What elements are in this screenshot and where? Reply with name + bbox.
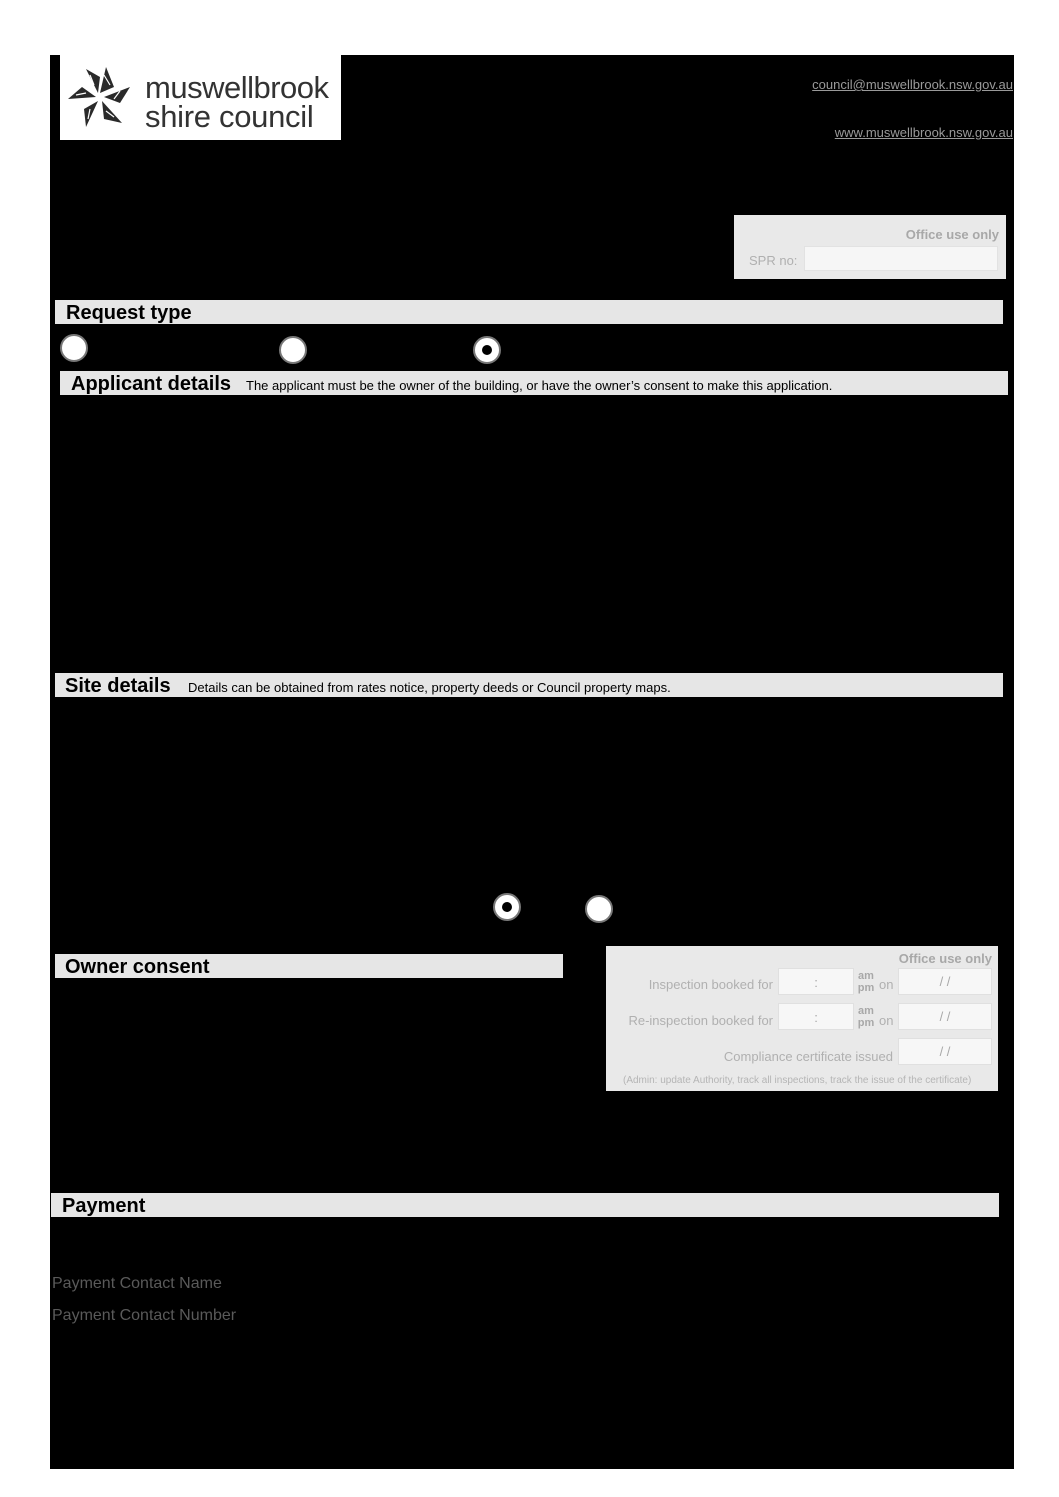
admin-note: (Admin: update Authority, track all inspections, track the issue of the certificate) <box>623 1075 972 1086</box>
request-type-option-3[interactable] <box>473 336 501 364</box>
reinspection-ampm[interactable] <box>855 1005 877 1029</box>
payment-contact-name-label: Payment Contact Name <box>52 1275 222 1292</box>
logo-text-line2: shire council <box>145 99 314 134</box>
payment-title: Payment <box>62 1195 146 1217</box>
inspection-date-input[interactable]: / / <box>898 968 992 995</box>
am-label: am <box>858 1005 874 1017</box>
website-link[interactable]: www.muswellbrook.nsw.gov.au <box>834 125 1013 140</box>
request-type-option-2[interactable] <box>279 336 307 364</box>
am-label: am <box>858 970 874 982</box>
applicant-details-description: The applicant must be the owner of the building, or have the owner’s consent to make this application. <box>246 378 833 393</box>
office-use-title-top: Office use only <box>905 227 999 242</box>
payment-bar <box>51 1193 999 1217</box>
reinspection-date-input[interactable]: / / <box>898 1003 992 1030</box>
payment-contact-number-label: Payment Contact Number <box>52 1307 237 1324</box>
request-type-option-1[interactable] <box>60 334 88 362</box>
time-separator: : <box>814 1010 818 1025</box>
inspection-label: Inspection booked for <box>648 977 773 992</box>
site-details-option-yes[interactable] <box>493 893 521 921</box>
office-use-title-bottom: Office use only <box>898 951 992 966</box>
spr-label: SPR no: <box>749 253 798 268</box>
email-link[interactable]: council@muswellbrook.nsw.gov.au <box>812 77 1013 92</box>
reinspection-label: Re-inspection booked for <box>628 1013 773 1028</box>
on-label: on <box>879 1013 894 1028</box>
request-type-bar <box>55 300 1003 324</box>
site-details-option-no[interactable] <box>585 895 613 923</box>
applicant-details-title: Applicant details <box>71 373 232 395</box>
pm-label: pm <box>857 1017 875 1029</box>
spr-input[interactable] <box>804 246 998 271</box>
star-logo-icon <box>60 55 150 140</box>
reinspection-time-input[interactable] <box>778 1003 854 1030</box>
inspection-time-input[interactable] <box>778 968 854 995</box>
request-type-title: Request type <box>66 302 192 324</box>
owner-consent-title: Owner consent <box>65 956 210 978</box>
on-label: on <box>879 977 894 992</box>
site-details-title: Site details <box>65 675 171 697</box>
site-details-description: Details can be obtained from rates notice, property deeds or Council property maps. <box>188 680 671 695</box>
inspection-ampm[interactable] <box>855 970 877 994</box>
logo-text-line1: muswellbrook <box>145 70 329 105</box>
certificate-label: Compliance certificate issued <box>723 1049 893 1064</box>
certificate-date-input[interactable]: / / <box>898 1038 992 1065</box>
time-separator: : <box>814 975 818 990</box>
pm-label: pm <box>857 982 875 994</box>
